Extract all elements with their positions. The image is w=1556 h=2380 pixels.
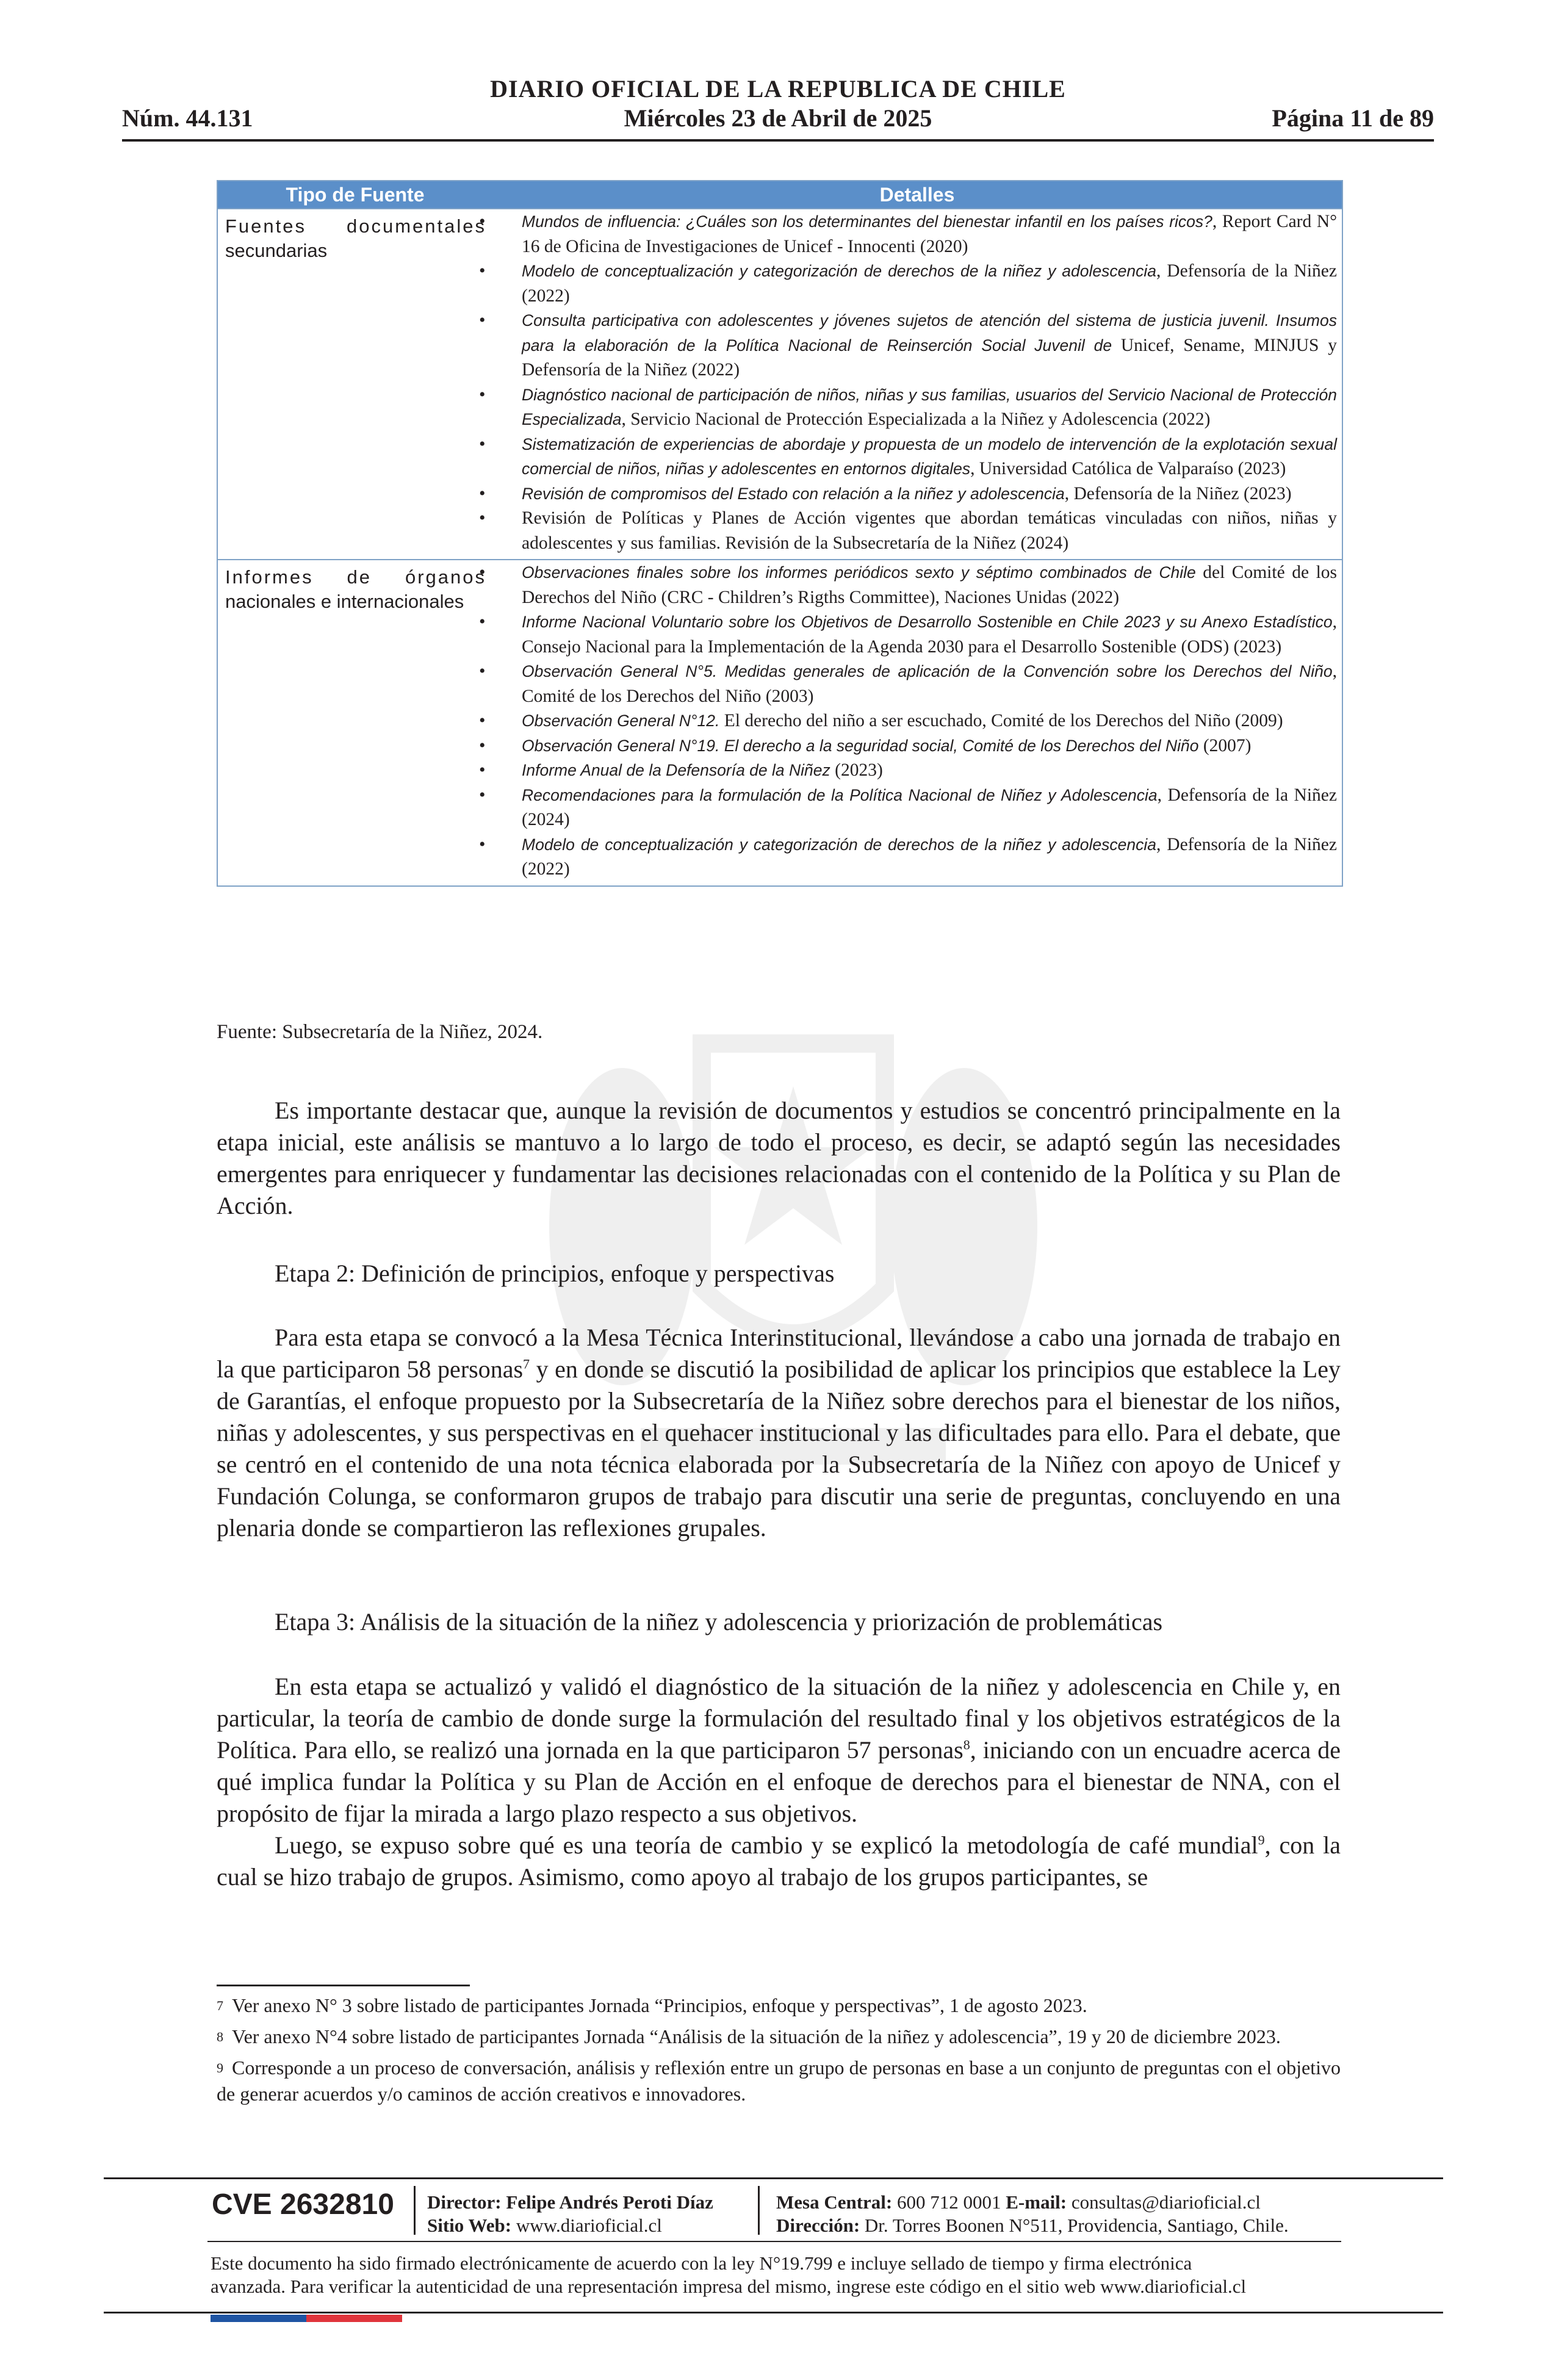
table-source-note: Fuente: Subsecretaría de la Niñez, 2024. (217, 1021, 543, 1043)
item-text: , Consejo Nacional para la Implementación de la Agenda 2030 para el Desarrollo Sostenible (ODS) (2023) (522, 612, 1337, 657)
footer-separator (758, 2186, 760, 2235)
website-link[interactable]: www.diarioficial.cl (511, 2215, 662, 2236)
section-heading-etapa-3: Etapa 3: Análisis de la situación de la niñez y adolescencia y priorización de problemáticas (275, 1608, 1163, 1635)
director-name: Felipe Andrés Peroti Díaz (501, 2191, 713, 2213)
footnotes (217, 1992, 1341, 2112)
item-text: Unicef, Sename, MINJUS y Defensoría de la Niñez (2022) (522, 335, 1337, 380)
item-text: , Comité de los Derechos del Niño (2003) (522, 662, 1337, 706)
address-text: Dr. Torres Boonen N°511, Providencia, Santiago, Chile. (860, 2215, 1289, 2236)
footer-contact-block (776, 2191, 1289, 2237)
list-item (492, 783, 1337, 832)
paragraph-segment: Luego, se expuso sobre qué es una teoría de cambio y se explicó la metodología de café mundial (275, 1831, 1258, 1859)
source-type-cell (218, 560, 492, 885)
item-text: , Report Card N° 16 de Oficina de Investigaciones de Unicef - Innocenti (2020) (522, 212, 1337, 256)
paragraph-text: Es importante destacar que, aunque la revisión de documentos y estudios se concentró principalmente en la etapa inicial, este análisis se mantuvo a lo largo de todo el proceso, es decir, se adaptó según las necesidades emergentes para enriquecer y fundamentar las decisiones relacionadas con el contenido de la Política y su Plan de Acción. (217, 1097, 1341, 1219)
paragraph-segment: , con la cual se hizo trabajo de grupos. Asimismo, como apoyo al trabajo de los grupos participantes, se (217, 1831, 1341, 1891)
item-text: , Defensoría de la Niñez (2024) (522, 785, 1337, 829)
footnote-text: Ver anexo N°4 sobre listado de participantes Jornada “Análisis de la situación de la niñez y adolescencia”, 19 y 20 de diciembre 2023. (232, 2025, 1281, 2047)
page-header (122, 74, 1434, 148)
source-type-line: Informes de órganos (225, 566, 486, 588)
footnote-ref: 8 (963, 1737, 970, 1753)
item-title: Consulta participativa con adolescentes y jóvenes sujetos de atención del sistema de justicia juvenil. Insumos para la elaboración de la Política Nacional de Reinserción Social Juvenil de (522, 311, 1337, 355)
list-item (492, 481, 1337, 507)
footnote-ref: 7 (523, 1356, 530, 1372)
paragraph-segment: En esta etapa se actualizó y validó el diagnóstico de la situación de la niñez y adolescencia en Chile y, en particular, la teoría de cambio de donde surge la formulación del resultado final y los objetivos estratégicos de la Política. Para ello, se realizó una jornada en la que participaron 57 personas (217, 1673, 1341, 1764)
item-title: Observación General N°12. (522, 712, 720, 730)
list-item (492, 709, 1337, 734)
item-text: , Defensoría de la Niñez (2022) (522, 834, 1337, 879)
item-title: Informe Anual de la Defensoría de la Niñez (522, 761, 830, 779)
source-type-line: Fuentes documentales (225, 215, 486, 237)
item-title: Modelo de conceptualización y categorización de derechos de la niñez y adolescencia (522, 262, 1156, 280)
issue-number: Núm. 44.131 (122, 104, 253, 132)
footnote-number: 8 (217, 2029, 223, 2044)
item-title: Observación General N°5. Medidas generales de aplicación de la Convención sobre los Derechos del Niño (522, 662, 1333, 680)
address-label: Dirección: (776, 2215, 860, 2236)
director-label: Director: (427, 2191, 502, 2213)
table-row (218, 208, 1342, 559)
details-list (492, 560, 1337, 882)
phone-number: 600 712 0001 (892, 2191, 1006, 2213)
details-list (492, 209, 1337, 555)
footnote-text: Ver anexo N° 3 sobre listado de participantes Jornada “Principios, enfoque y perspectivas”, 1 de agosto 2023. (232, 1994, 1087, 2016)
header-divider (122, 139, 1434, 142)
item-title: Informe Nacional Voluntario sobre los Objetivos de Desarrollo Sostenible en Chile 2023 y su Anexo Estadístico (522, 613, 1333, 631)
list-item (492, 758, 1337, 783)
signature-notice-line: Este documento ha sido firmado electrónicamente de acuerdo con la ley N°19.799 e incluye sellado de tiempo y firma electrónica (211, 2252, 1192, 2274)
item-title: Diagnóstico nacional de participación de niños, niñas y sus familias, usuarios del Servicio Nacional de Protección Especializada (522, 385, 1337, 428)
item-text: , Servicio Nacional de Protección Especializada a la Niñez y Adolescencia (2022) (621, 409, 1211, 429)
list-item (492, 560, 1337, 610)
list-item (492, 209, 1337, 259)
list-item (492, 259, 1337, 308)
website-label: Sitio Web: (427, 2215, 512, 2236)
item-text: , Defensoría de la Niñez (2022) (522, 261, 1337, 306)
item-text: , Universidad Católica de Valparaíso (2023) (970, 459, 1286, 478)
source-type-line: nacionales e internacionales (225, 591, 464, 612)
item-title: Mundos de influencia: ¿Cuáles son los determinantes del bienestar infantil en los países ricos? (522, 212, 1212, 231)
item-title: Modelo de conceptualización y categorización de derechos de la niñez y adolescencia (522, 835, 1156, 854)
list-item (492, 432, 1337, 481)
column-header-type: Tipo de Fuente (286, 184, 425, 206)
body-paragraph (217, 1671, 1341, 1893)
table-row (218, 559, 1342, 885)
email-link[interactable]: consultas@diarioficial.cl (1067, 2191, 1261, 2213)
footnote (217, 2055, 1341, 2107)
source-type-cell (218, 209, 492, 559)
page-number: Página 11 de 89 (1272, 104, 1434, 132)
list-item (492, 383, 1337, 432)
footer-bottom-divider (104, 2312, 1443, 2313)
signature-notice-line: avanzada. Para verificar la autenticidad de una representación impresa del mismo, ingrese este código en el sitio web www.diarioficial.cl (211, 2276, 1247, 2297)
body-paragraph (217, 1322, 1341, 1544)
list-item (492, 506, 1337, 555)
item-text: Revisión de Políticas y Planes de Acción vigentes que abordan temáticas vinculadas con niños, niñas y adolescentes y sus familias. Revisión de la Subsecretaría de la Niñez (2024) (522, 508, 1337, 553)
section-heading-etapa-2: Etapa 2: Definición de principios, enfoque y perspectivas (275, 1260, 835, 1287)
item-text: (2023) (830, 760, 883, 780)
sources-table (217, 180, 1343, 887)
email-label: E-mail: (1006, 2191, 1067, 2213)
footer-inner-divider (207, 2241, 1341, 2242)
footer-director-block (427, 2191, 713, 2237)
list-item (492, 308, 1337, 383)
signature-notice (211, 2252, 1339, 2298)
footnote (217, 2024, 1341, 2050)
item-title: Revisión de compromisos del Estado con relación a la niñez y adolescencia (522, 484, 1065, 503)
item-text: , Defensoría de la Niñez (2023) (1064, 483, 1292, 503)
footnote-number: 9 (217, 2060, 223, 2075)
item-title: Observación General N°19. El derecho a la seguridad social, Comité de los Derechos del Niño (522, 736, 1199, 755)
issue-date: Miércoles 23 de Abril de 2025 (624, 104, 932, 132)
list-item (492, 832, 1337, 882)
paragraph-segment: Para esta etapa se convocó a la Mesa Técnica Interinstitucional, llevándose a cabo una jornada de trabajo en la que participaron 58 personas (217, 1324, 1341, 1383)
cve-code: CVE 2632810 (212, 2188, 394, 2221)
details-cell (492, 209, 1342, 559)
list-item (492, 610, 1337, 659)
body-paragraph (217, 1095, 1341, 1222)
item-title: Sistematización de experiencias de abordaje y propuesta de un modelo de intervención de la explotación sexual comercial de niños, niñas y adolescentes en entornos digitales (522, 435, 1337, 478)
newspaper-title: DIARIO OFICIAL DE LA REPUBLICA DE CHILE (490, 75, 1066, 103)
paragraph-text (217, 1830, 1341, 1893)
item-title: Observaciones finales sobre los informes periódicos sexto y séptimo combinados de Chile (522, 563, 1196, 582)
item-text: El derecho del niño a ser escuchado, Comité de los Derechos del Niño (2009) (719, 711, 1283, 730)
flag-bar-blue (211, 2315, 306, 2322)
flag-bar-red (306, 2315, 402, 2322)
paragraph-segment: y en donde se discutió la posibilidad de aplicar los principios que establece la Ley de Garantías, el enfoque propuesto por la Subsecretaría de la Niñez sobre derechos para el bienestar de los niños, niñas y adolescentes, y sus perspectivas en el quehacer institucional y las dificultades para ello. Para el debate, que se centró en el contenido de una nota técnica elaborada por la Subsecretaría de la Niñez con apoyo de Unicef y Fundación Colunga, se conformaron grupos de trabajo para discutir una serie de preguntas, concluyendo en una plenaria donde se compartieron las reflexiones grupales. (217, 1355, 1341, 1542)
paragraph-text (217, 1671, 1341, 1830)
list-item (492, 659, 1337, 709)
list-item (492, 734, 1337, 759)
footnote-number: 7 (217, 1998, 223, 2013)
source-type-line: secundarias (225, 240, 328, 261)
table-header (218, 181, 1342, 208)
footer-divider (104, 2177, 1443, 2179)
footnote (217, 1992, 1341, 2019)
column-header-details: Detalles (879, 184, 955, 206)
footnote-divider (217, 1985, 470, 1986)
details-cell (492, 560, 1342, 885)
paragraph-text (217, 1322, 1341, 1544)
footnote-text: Corresponde a un proceso de conversación, análisis y reflexión entre un grupo de personas en base a un conjunto de preguntas con el objetivo de generar acuerdos y/o caminos de acción creativos e innovadores. (217, 2057, 1341, 2105)
phone-label: Mesa Central: (776, 2191, 893, 2213)
item-text: (2007) (1198, 735, 1252, 755)
paragraph-segment: , iniciando con un encuadre acerca de qué implica fundar la Política y su Plan de Acción en el enfoque de derechos para el bienestar de NNA, con el propósito de fijar la mirada a largo plazo respecto a sus objetivos. (217, 1736, 1341, 1827)
item-text: del Comité de los Derechos del Niño (CRC - Children’s Rigths Committee), Naciones Unidas (2022) (522, 563, 1337, 607)
item-title: Recomendaciones para la formulación de la Política Nacional de Niñez y Adolescencia (522, 785, 1158, 804)
footer-separator (414, 2186, 416, 2235)
footnote-ref: 9 (1258, 1832, 1265, 1848)
